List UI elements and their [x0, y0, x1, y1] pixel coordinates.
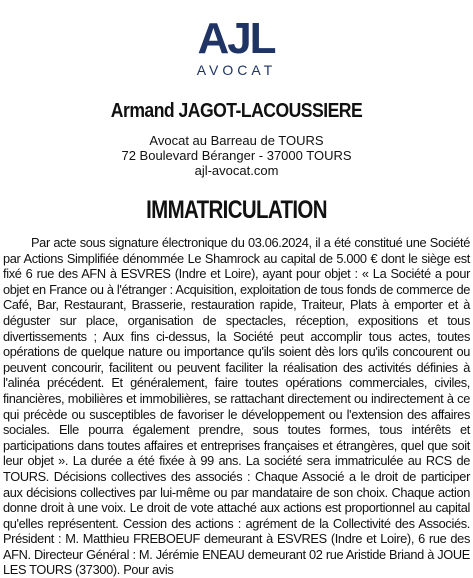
logo-subtitle: AVOCAT — [196, 62, 277, 78]
lawyer-title: Avocat au Barreau de TOURS — [149, 133, 324, 148]
logo — [0, 4, 473, 84]
notice-body: Par acte sous signature électronique du 03.06.2024, il a été constitué une Société par Actions Simplifiée dénommée Le Shamrock au capital de 5.000 € dont le siège est fixé 6 rue des AFN à ESVRES (Indre et Loire), ayant pour objet : « La Société a pour objet en France ou à l'étranger : Acquisition, exploitation de tous fonds de commerce de Café, Bar, Restaurant, Brasserie, restauration rapide, Traiteur, Plats à emporter et à déguster sur place, organisation de spectacles, réception, expositions et tous divertissements ; Aux fins ci-dessus, la Société peut accomplir tous actes, toutes opérations de quelque nature ou importance qu'ils soient dès lors qu'ils concourent ou peuvent concourir, facilitent ou peuvent faciliter la réalisation des activités définies à l'alinéa précédent. Et généralement, faire toutes opérations commerciales, civiles, financières, mobilières et immobilières, se rattachant directement ou indirectement à ce qui précède ou susceptibles de favoriser le développement ou l'extension des affaires sociales. Elle pourra également prendre, sous toutes formes, tous intérêts et participations dans toutes affaires et entreprises françaises et étrangères, quel que soit leur objet ». La durée a été fixée à 99 ans. La société sera immatriculée au RCS de TOURS. Décisions collectives des associés : Chaque Associé a le droit de participer aux décisions collectives par lui-même ou par mandataire de son choix. Chaque action donne droit à une voix. Le droit de vote attaché aux actions est proportionnel au capital qu'elles représentent. Cession des actions : agrément de la Collectivité des Associés. Président : M. Matthieu FREBOEUF demeurant à ESVRES (Indre et Loire), 6 rue des AFN. Directeur Général : M. Jérémie ENEAU demeurant 02 rue Aristide Briand à JOUE LES TOURS (37300). Pour avis — [3, 235, 470, 578]
lawyer-website: ajl-avocat.com — [194, 163, 279, 178]
notice-title: IMMATRICULATION — [146, 196, 327, 224]
lawyer-address: 72 Boulevard Béranger - 37000 TOURS — [121, 148, 352, 163]
logo-mark-text: AJL — [197, 14, 275, 63]
lawyer-name: Armand JAGOT-LACOUSSIERE — [110, 100, 363, 122]
